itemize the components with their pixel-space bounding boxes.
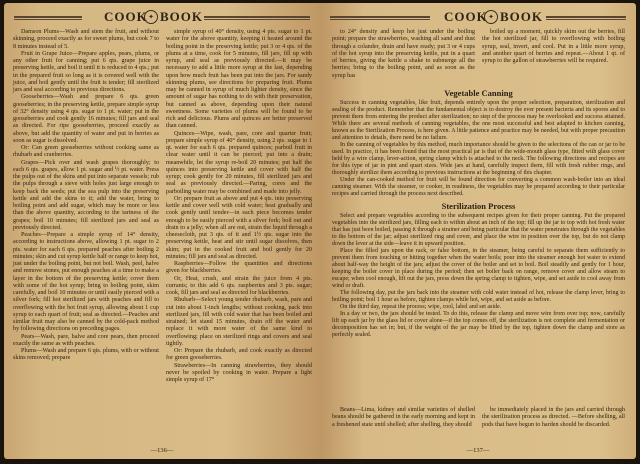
section-heading-sterilization-process: Sterilization Process <box>441 201 516 211</box>
right-page <box>320 3 636 459</box>
recipe-plums-cont: simple syrup of 40° density, using 4 pts. sugar to 1 pt. water for the above quantity, keeping it heated around the boiling point in the preserving kettle; put 3 or 4 qts. of the plums at a time, cook for 5 minutes, fill jars, fill up with syrup, and seal as previously directed.—It may be necessary to add a little more syrup at the last, depending upon how much fruit has been put into the jars. For sandy skinning plums, see directions for preparing fruit. Plums may be canned in syrup of much lighter density, since the amount of sugar has nothing to do with their preservation, but canned as above, depending upon their natural sweetness. Some varieties of plums will be found to be rich and delicious. Plums and quinces are better preserved than canned. <box>166 29 312 130</box>
right-page-full-width <box>332 85 625 339</box>
recipe-raspberries-alt: Or, Heat, crush, and strain the juice from 4 pts. currants; to this add 6 qts. raspberries and 3 pts. sugar; cook, fill jars and seal as directed for blackberries. <box>166 275 312 296</box>
header-rule <box>204 16 310 18</box>
vegetable-canning-para: Under the can-cooked method for fruit will be found direction for converting a common wash-boiler into an ideal canning steamer. With the steamer, or cooker, in readiness, the vegetables may be prepared according to their particular recipes and carried through the process next described. <box>332 177 625 197</box>
recipe-strawberries-end: boiled up a moment, quickly skim out the berries, fill the hot sterilized jar, fill to overflowing with boiling syrup, seal, invert, and cool. Put in a little more syrup, and another quart of berries and repeat.—About 1 qt. of syrup to the gallon of strawberries will be required. <box>482 29 625 64</box>
right-page-header <box>320 9 636 25</box>
page-number-left: —136— <box>150 447 174 454</box>
sterilization-para: Select and prepare vegetables according to the subsequent recipes given for their proper canning. Put the prepared vegetables into the sterilized jars, filling each to within about an inch of the top; fill up the jar to top with hot fresh water that has just been boiled, passing it through a strainer and being particular that the water penetrates through the vegetables to the bottom of the jar; adjust sterilized ring and cover, and place the wire in position over the top, but do not clamp down the lever at the side—leave it in upward position. <box>332 213 625 247</box>
recipe-quinces: Quinces—Wipe, wash, pare, core and quarter fruit; prepare simple syrup of 40° density, using 2 qts. sugar to 1 qt. water for each 6 qts. prepared quinces; parboil fruit in clear water until it can be pierced; put into a drain; meanwhile, let the syrup re-boil 20 minutes; put half the quinces into preserving kettle and cover with half the syrup; cook gently for 20 minutes, fill sterilized jars and seal as previously directed.—Paring, cores and the parboiling water may be combined and made into jelly. <box>166 130 312 195</box>
recipe-gooseberries: Gooseberries—Wash and prepare 6 qts. green gooseberries; in the preserving kettle, prepare simple syrup of 32° density using 4 qts. sugar to 1 pt. water; put in the gooseberries and cook gently 16 minutes; fill jars and seal as directed. For ripe gooseberries, proceed exactly as above, but add the quantity of water and put in berries as soon as sugar is dissolved. <box>13 94 159 144</box>
recipe-damson-plums: Damson Plums—Wash and stem the fruit, and without skinning, proceed exactly as for sweet plums, but cook 7 to 8 minutes instead of 5. <box>13 29 159 50</box>
left-page <box>4 3 320 459</box>
left-page-header <box>4 9 320 25</box>
left-page-column-1 <box>13 29 159 363</box>
vegetable-canning-para: Success in canning vegetables, like fruit, depends entirely upon the proper selection, preparation, sterilization and sealing of the product. Remember that the fundamental object is to destroy the ever present bacteria and its spores and to prevent them from entering the product after sterilization; no step of the process may be overlooked and success attained. While there are several methods of canning vegetables, the one most successful and best adapted to kitchen canning, known as the Sterilization Process, is here given. A little patience and practice may be needed, but with proper precaution and attention to details, there need be no failure. <box>332 100 625 141</box>
recipe-pears: Pears—Wash, pare, halve and core pears, then proceed exactly the same as with peaches. <box>13 333 159 347</box>
recipe-beans: Beans—Lima, kidney and similar varieties of shelled beans should be gathered in the early morning and kept in a freshened state until shelled; after shelling, they should <box>332 407 475 428</box>
header-rule <box>14 16 82 18</box>
sterilization-para: In a day or two, the jars should be tested. To do this, release the clamp and move wire from over top; now, carefully lift up each jar by the glass lid or cover alone—if the top comes off, the sterilization is not complete and fermentation or decomposition has set in; but, if the weight of the jar may be lifted by the top, tighten down the clamp and store as perfectly sealed. <box>332 311 625 338</box>
sterilization-para: Place the filled jars upon the rack, or false bottom, in the steamer, being careful to separate them sufficiently to prevent them from touching or hitting together when the water boils; pour into the steamer enough hot water to extend about half-way the height of the jars; adjust the cover of the boiler and set to boil. Boil steadily and gently for 1 hour, keeping the boiler cover in place during the period; then set boiler back on range, remove cover and allow steam to escape; when cool enough, lift out the jars, press down the spring clamp to tighten, wipe, and set aside to cool away from wind or draft. <box>332 248 625 289</box>
recipe-quinces-alt: Or: prepare fruit as above and put 4 qts. into preserving kettle and cover well with cold water; heat gradually and cook gently until tender—in each piece becomes tender enough to be easily pierced with a silver fork; boil out and drain to a jelly; when all are out, strain the liquid through a cheesecloth, put 3 qts. of it and 1½ qts. sugar into the preserving kettle, heat and stir until sugar dissolves, then skim; put in the cooked fruit and boil gently for 20 minutes; fill jars and seal as directed. <box>166 195 312 260</box>
section-heading-vegetable-canning: Vegetable Canning <box>444 88 513 98</box>
recipe-strawberries-cont: to 24° density and keep hot just under the boiling point; prepare the strawberries, washing all sand and dust through a colander, drain and have ready; put 3 or 4 cups of the hot syrup into the preserving kettle, put in a quart of berries, giving the kettle a shake to submerge all the berries; bring to the boiling point, and as soon as the syrup has <box>332 29 475 79</box>
header-rule <box>546 16 626 18</box>
recipe-peaches: Peaches—Prepare a simple syrup of 14° density, according to instructions above, allowing 1 pt. sugar to 2 pts. water for each 6 qts. prepared peaches after boiling 2 minutes; skin and cut syrup kettle half or range to keep hot, just under the boiling point, but not boil. Wash, peel, halve and remove stones, put enough peaches at a time to make a layer in the bottom of the preserving kettle; cover them with some of the hot syrup; bring to boiling point, skim carefully, and boil 10 minutes or until easily pierced with a silver fork; fill hot sterilized jars with peaches and fill to overflowing with the hot fruit syrup, allowing about 1 cup syrup to each quart of fruit; seal as directed.—Peaches and similar fruit may also be canned by the cold-pack method by following directions on preceding pages. <box>13 232 159 333</box>
right-page-column-1-top <box>332 29 475 80</box>
recipe-raspberries: Raspberries—Follow the quantities and directions given for blackberries. <box>166 261 312 275</box>
recipe-gooseberries-alt: Or: Can green gooseberries without cooking same as rhubarb and cranberries. <box>13 145 159 159</box>
open-cookbook <box>4 3 636 459</box>
right-page-column-1-bottom <box>332 407 475 429</box>
logo-word-cook: COOK <box>444 9 488 24</box>
recipe-rhubarb: Rhubarb—Select young tender rhubarb, wash, pare and cut into about 1-inch lengths; without cooking, pack into sterilized jars, fill with cold water that has been boiled and strained; let stand 15 minutes, drain off the water and replace it with more water of the same kind to overflowing; place on sterilized rings and covers and seal tightly. <box>166 297 312 347</box>
logo-word-book: BOOK <box>500 9 544 24</box>
recipe-fruit-in-grape-juice: Fruit in Grape Juice—Prepare apples, pears, plums, or any other fruit for canning; put 6 qts. grape juice in preserving kettle, and boil it until it is reduced to 4 qts.; put in the prepared fruit so long as it is covered well with the juice, and boil gently until the fruit is tender; fill sterilized jars and seal according to previous directions. <box>13 50 159 93</box>
recipe-beans-cont: be immediately placed in the jars and carried through the sterilization process as directed. —Before shelling, all pods that have begun to harden should be discarded. <box>482 407 625 428</box>
recipe-grapes: Grapes—Pick over and wash grapes thoroughly; to each 6 qts. grapes, allow 1 pt. sugar and ½ pt. water. Press the pulps out of the skins and put into separate vessels; rub the pulps through a sieve with holes just large enough to keep back the seeds; put the sea pulp into the preserving kettle and add the skins to it; add the water, bring to boiling point and add sugar, which may be more or less than the above quantity, according to the tartness of the grapes; boil 10 minutes; fill sterilized jars and seal as previously directed. <box>13 159 159 231</box>
logo-word-cook: COOK <box>104 9 148 24</box>
logo-emblem-icon: ✦ <box>144 10 158 24</box>
left-page-column-2 <box>166 29 312 384</box>
sterilization-para: On the third day, repeat the process; wipe, cool, label and set aside. <box>340 304 502 310</box>
recipe-plums: Plums—Wash and prepare 6 qts. plums, with or without skins removed; prepare <box>13 348 159 362</box>
page-number-right: —137— <box>466 447 490 454</box>
logo-word-book: BOOK <box>160 9 204 24</box>
sterilization-para: The following day, put the jars back into the steamer with cold water instead of hot, release the clamp lever, bring to boiling point; boil 1 hour as before, tighten clamps while hot, wipe, and set aside as before. <box>332 290 625 303</box>
right-page-column-2-bottom <box>482 407 625 429</box>
header-rule <box>330 16 430 18</box>
recipe-strawberries: Strawberries—In canning strawberries, they should never be spoiled by cooking in water. Prepare a light simple syrup of 17° <box>166 362 312 383</box>
recipe-rhubarb-alt: Or: Prepare the rhubarb, and cook exactly as directed for green gooseberries. <box>166 348 312 362</box>
vegetable-canning-para: In the canning of vegetables by this method, much importance should be given to the selections of the can or jar to be used. In practice, it has been found that the most practical jar is that of the wide-mouth glass type, fitted with glass cover held by a wire clamp, lever-action, spring clamp which is attached to the neck. The following directions and recipes are for this type of jar in pint and quart sizes. Wide jars at hand, carefully inspect them, fill with fresh rubber rings, and thoroughly sterilize them according to previous instructions at the beginning of this chapter. <box>332 142 625 176</box>
logo-emblem-icon: ✦ <box>484 10 498 24</box>
right-page-column-2-top <box>482 29 625 65</box>
